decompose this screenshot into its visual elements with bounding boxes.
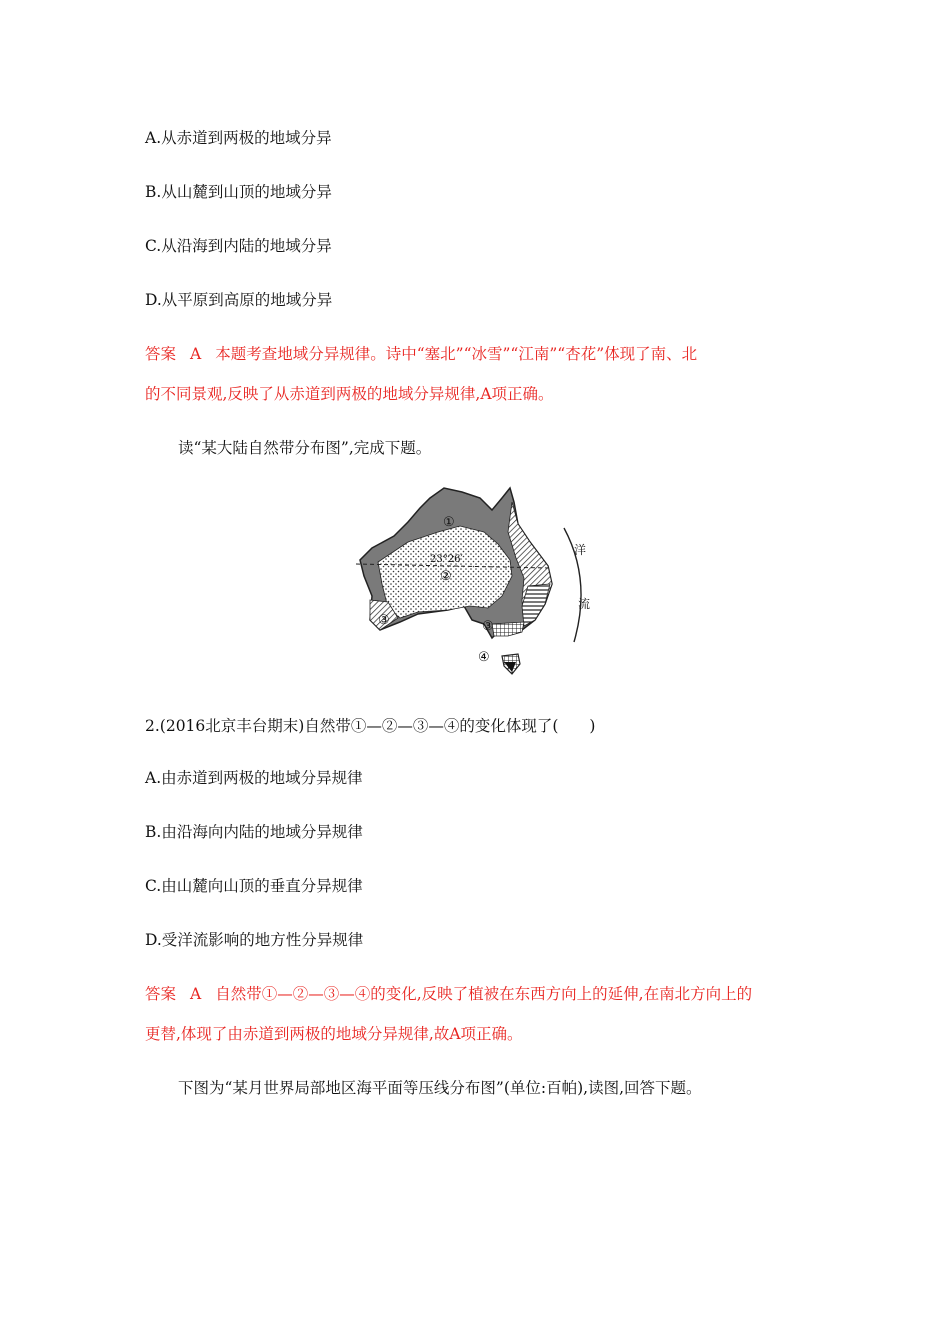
q1-option-a: A.从赤道到两极的地域分异 bbox=[145, 129, 332, 147]
q3-intro: 下图为“某月世界局部地区海平面等压线分布图”(单位:百帕),读图,回答下题。 bbox=[178, 1079, 702, 1097]
current-label-yang: 洋 bbox=[574, 543, 587, 557]
zone-label-3-west: ③ bbox=[378, 613, 390, 628]
zone-label-3-east: ③ bbox=[482, 619, 494, 634]
zone-3-southeast bbox=[492, 622, 524, 636]
answer-choice: A bbox=[190, 345, 202, 363]
q2-answer-line2: 更替,体现了由赤道到两极的地域分异规律,故A项正确。 bbox=[145, 1025, 523, 1043]
q2-option-b: B.由沿海向内陆的地域分异规律 bbox=[145, 823, 363, 841]
q2-option-a: A.由赤道到两极的地域分异规律 bbox=[145, 769, 363, 787]
answer-label: 答案 bbox=[145, 985, 177, 1003]
latitude-label: 23°26′ bbox=[430, 554, 463, 565]
answer-choice: A bbox=[190, 985, 202, 1003]
answer-label: 答案 bbox=[145, 345, 177, 363]
q1-option-c: C.从沿海到内陆的地域分异 bbox=[145, 237, 332, 255]
answer-explanation: 本题考查地域分异规律。诗中“塞北”“冰雪”“江南”“杏花”体现了南、北 bbox=[215, 345, 698, 363]
current-label-liu: 流 bbox=[578, 597, 591, 611]
q1-option-d: D.从平原到高原的地域分异 bbox=[145, 291, 333, 309]
q1-option-b: B.从山麓到山顶的地域分异 bbox=[145, 183, 332, 201]
q2-stem: 2.(2016北京丰台期末)自然带①—②—③—④的变化体现了( ) bbox=[145, 717, 596, 735]
q2-option-d: D.受洋流影响的地方性分异规律 bbox=[145, 931, 364, 949]
q2-intro: 读“某大陆自然带分布图”,完成下题。 bbox=[178, 439, 432, 457]
q2-option-c: C.由山麓向山顶的垂直分异规律 bbox=[145, 877, 363, 895]
q1-answer-line1 bbox=[145, 344, 697, 364]
zone-label-4: ④ bbox=[478, 650, 490, 665]
natural-zone-map bbox=[352, 480, 602, 680]
zone-label-1: ① bbox=[443, 515, 455, 530]
answer-explanation: 自然带①—②—③—④的变化,反映了植被在东西方向上的延伸,在南北方向上的 bbox=[215, 985, 753, 1003]
q2-answer-line1 bbox=[145, 984, 752, 1004]
q1-answer-line2: 的不同景观,反映了从赤道到两极的地域分异规律,A项正确。 bbox=[145, 385, 554, 403]
zone-label-2: ② bbox=[440, 569, 452, 584]
